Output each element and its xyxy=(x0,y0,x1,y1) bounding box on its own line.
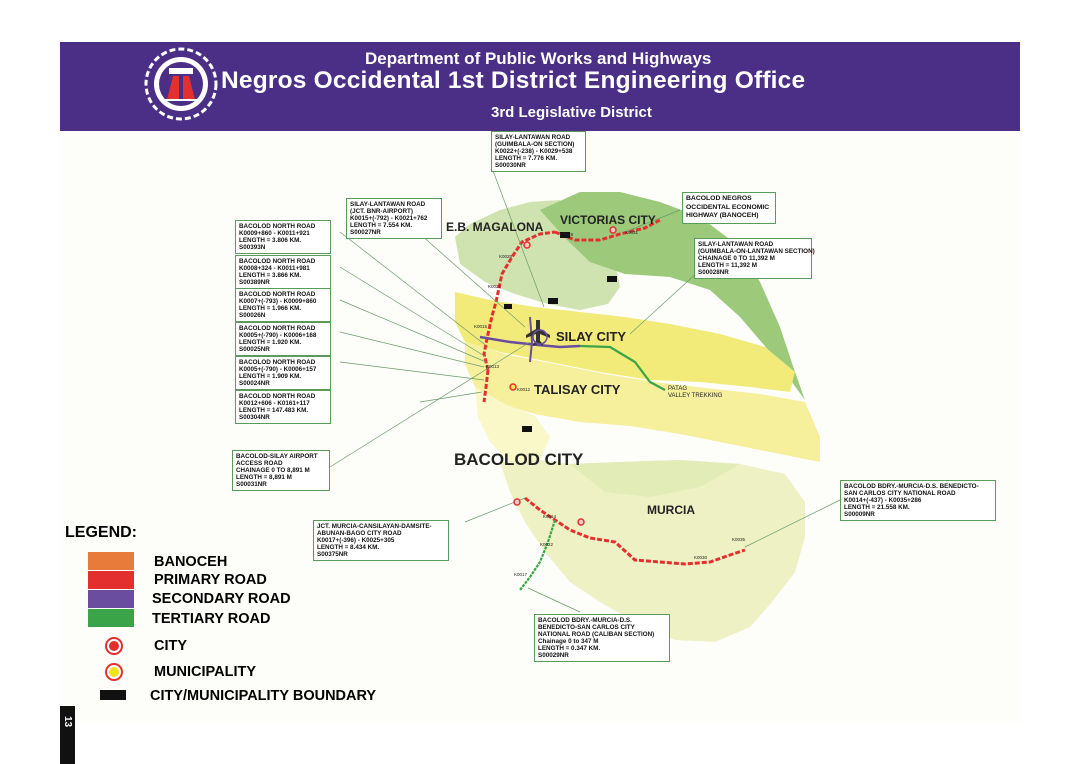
patag-label: PATAG VALLEY TREKKING xyxy=(668,386,723,399)
km-marker: K0012 xyxy=(517,387,531,392)
km-marker: K0035 xyxy=(732,537,746,542)
header-banner xyxy=(60,42,1020,131)
callout-bacolod-north-6: BACOLOD NORTH ROAD K0012+606 - K0161+117 LENGTH = 147.483 KM. S00304NR xyxy=(235,390,331,424)
callout-bacolod-north-2: BACOLOD NORTH ROAD K0008+324 - K0011+981 LENGTH = 3.866 KM. S00389NR xyxy=(235,255,331,289)
km-marker: K0031 xyxy=(625,230,639,235)
page-number: 13 xyxy=(62,715,74,728)
murcia-label: MURCIA xyxy=(647,503,695,517)
callout-banoceh: BACOLOD NEGROS OCCIDENTAL ECONOMIC HIGHWAY (BANOCEH) xyxy=(682,192,776,224)
office-title: Negros Occidental 1st District Engineering Office xyxy=(221,67,806,94)
legend-banoceh: BANOCEH xyxy=(154,554,228,570)
km-marker: K0025 xyxy=(499,254,513,259)
km-marker: K0022 xyxy=(540,542,554,547)
callout-silay-lantawan-airport: SILAY-LANTAWAN ROAD (JCT. BNR-AIRPORT) K0015+(-792) - K0021+762 LENGTH = 7.554 KM. S00027NR xyxy=(346,198,442,239)
talisay-label: TALISAY CITY xyxy=(534,382,621,397)
km-marker: K0013 xyxy=(486,364,500,369)
banoceh-swatch xyxy=(88,552,134,570)
department-title: Department of Public Works and Highways xyxy=(365,49,712,68)
boundary-icon xyxy=(100,690,126,700)
legend-secondary-road: SECONDARY ROAD xyxy=(152,591,291,607)
tertiary-road-swatch xyxy=(88,609,134,627)
secondary-road-swatch xyxy=(88,590,134,608)
callout-silay-lantawan-guimbala: SILAY-LANTAWAN ROAD (GUIMBALA-ON SECTION) K0022+(-238) - K0029+538 LENGTH = 7.776 KM. S00030NR xyxy=(491,131,586,172)
callout-bacolod-north-3: BACOLOD NORTH ROAD K0007+(-793) - K0009+860 LENGTH = 1.966 KM. S00026N xyxy=(235,288,331,322)
callout-silay-lantawan-guimbala-lantawan: SILAY-LANTAWAN ROAD (GUIMBALA-ON-LANTAWAN SECTION) CHAINAGE 0 TO 11,392 M LENGTH = 11,392 M S00028NR xyxy=(694,238,812,279)
legend-primary-road: PRIMARY ROAD xyxy=(154,572,267,588)
dpwh-logo-icon xyxy=(143,46,219,122)
callout-airport-access: BACOLOD-SILAY AIRPORT ACCESS ROAD CHAINAGE 0 TO 8,891 M LENGTH = 8,891 M S00031NR xyxy=(232,450,330,491)
km-marker: K0021 xyxy=(488,284,502,289)
page-number-bar xyxy=(60,706,75,764)
legend-boundary: CITY/MUNICIPALITY BOUNDARY xyxy=(150,688,377,704)
callout-bacolod-north-4: BACOLOD NORTH ROAD K0005+(-790) - K0006+168 LENGTH = 1.920 KM. S00025NR xyxy=(235,322,331,356)
city-icon xyxy=(104,636,124,656)
map-page xyxy=(60,42,1020,722)
legend-municipality: MUNICIPALITY xyxy=(154,664,257,680)
district-title: 3rd Legislative District xyxy=(491,104,652,121)
bacolod-label: BACOLOD CITY xyxy=(454,450,584,469)
legend-tertiary-road: TERTIARY ROAD xyxy=(152,611,271,627)
km-marker: K0030 xyxy=(694,555,708,560)
km-marker: K0029 xyxy=(560,232,574,237)
km-marker: K0014 xyxy=(543,514,557,519)
victorias-label: VICTORIAS CITY xyxy=(560,213,656,227)
callout-caliban-section: BACOLOD BDRY.-MURCIA-D.S. BENEDICTO-SAN CARLOS CITY NATIONAL ROAD (CALIBAN SECTION) Chainage 0 to 347 M LENGTH = 0.347 KM. S00029NR xyxy=(534,614,670,662)
km-marker: K0017 xyxy=(514,572,528,577)
silay-label: SILAY CITY xyxy=(556,329,627,344)
callout-murcia-national-road: BACOLOD BDRY.-MURCIA-D.S. BENEDICTO- SAN CARLOS CITY NATIONAL ROAD K0014+(-437) - K0035+286 LENGTH = 21.558 KM. S00009NR xyxy=(840,480,996,521)
legend-title: LEGEND: xyxy=(65,524,137,541)
legend-city: CITY xyxy=(154,638,188,654)
callout-bacolod-north-1: BACOLOD NORTH ROAD K0009+860 - K0011+921 LENGTH = 3.806 KM. S00393N xyxy=(235,220,331,254)
eb-magalona-label: E.B. MAGALONA xyxy=(446,220,544,234)
municipality-icon xyxy=(104,662,124,682)
callout-murcia-cansilayan: JCT. MURCIA-CANSILAYAN-DAMSITE- ABUNAN-BAGO CITY ROAD K0017+(-396) - K0025+305 LENGTH = 8.434 KM. S00375NR xyxy=(313,520,449,561)
km-marker: K0015 xyxy=(474,324,488,329)
primary-road-swatch xyxy=(88,571,134,589)
callout-bacolod-north-5: BACOLOD NORTH ROAD K0005+(-790) - K0006+157 LENGTH = 1.909 KM. S00024NR xyxy=(235,356,331,390)
